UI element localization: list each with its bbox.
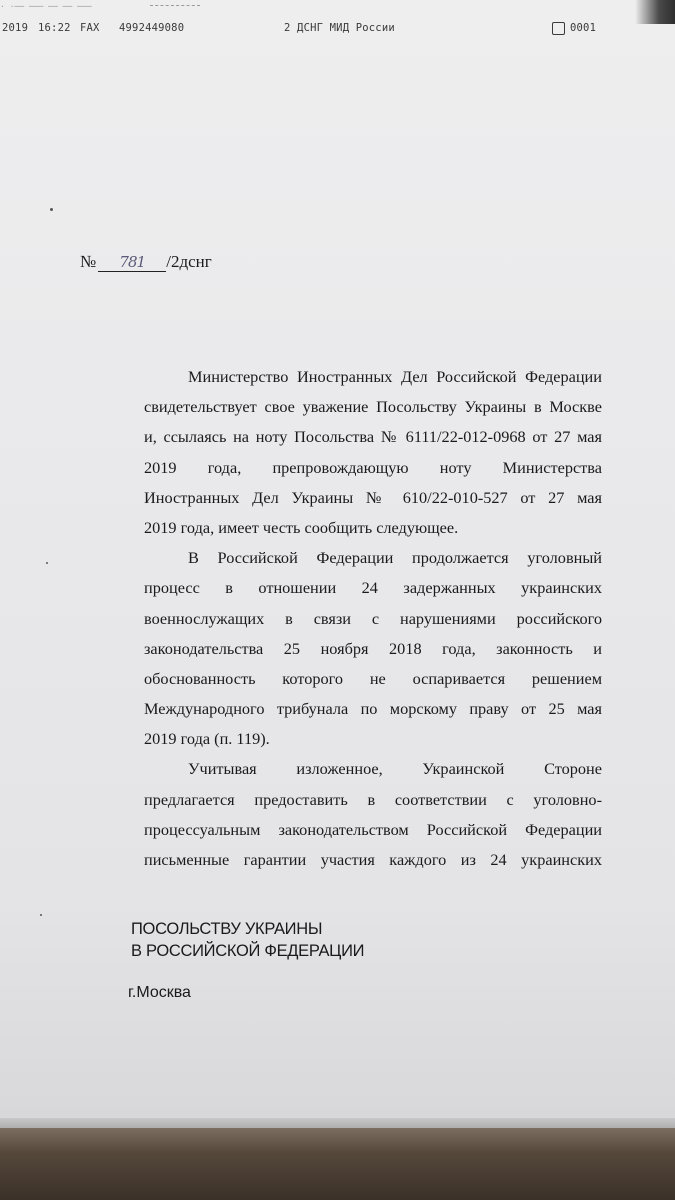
- body-line: процессуальным законодательством Российской Федерации: [144, 819, 602, 839]
- fax-page-number: 0001: [570, 22, 597, 34]
- handwritten-number: 781: [98, 253, 166, 272]
- paper-speck: [40, 914, 42, 916]
- fax-time: 16:22: [38, 22, 71, 34]
- body-line: обоснованность которого не оспаривается решением: [144, 668, 602, 688]
- fax-date: 2019: [2, 22, 29, 34]
- fax-label: FAX: [80, 22, 100, 34]
- number-suffix: /2дснг: [166, 252, 212, 271]
- paper-speck: [50, 208, 53, 211]
- body-line: 2019 года, препровождающую ноту Министерства: [144, 457, 602, 477]
- address-line-1: ПОСОЛЬСТВУ УКРАИНЫ: [131, 920, 323, 938]
- body-line: Учитывая изложенное, Украинской Стороне: [188, 759, 602, 779]
- recipient-city: г.Москва: [128, 984, 191, 1001]
- body-line: процесс в отношении 24 задержанных украинских: [144, 578, 602, 598]
- body-line: предлагается предоставить в соответствии с уголовно-: [144, 789, 602, 809]
- body-line: В Российской Федерации продолжается уголовный: [188, 548, 602, 568]
- body-line: Международного трибунала по морскому праву от 25 мая: [144, 699, 602, 719]
- body-line: военнослужащих в связи с нарушениями российского: [144, 608, 602, 628]
- body-line: 2019 года, имеет честь сообщить следующее.: [144, 517, 459, 537]
- fax-page-icon: [552, 22, 565, 35]
- body-line: 2019 года (п. 119).: [144, 729, 270, 749]
- table-shadow: [635, 0, 675, 24]
- fax-number: 4992449080: [119, 22, 185, 34]
- address-line-2: В РОССИЙСКОЙ ФЕДЕРАЦИИ: [131, 942, 365, 960]
- recipient-address: [131, 918, 364, 962]
- body-line: законодательства 25 ноября 2018 года, законность и: [144, 638, 602, 658]
- body-line: свидетельствует свое уважение Посольству Украины в Москве: [144, 397, 602, 417]
- body-line: Министерство Иностранных Дел Российской Федерации: [188, 367, 602, 386]
- body-line: письменные гарантии участия каждого из 24 украинских: [144, 850, 602, 869]
- note-body: [144, 362, 602, 875]
- body-line: и, ссылаясь на ноту Посольства № 6111/22-012-0968 от 27 мая: [144, 427, 602, 447]
- fax-faint-header: · ·── ─── ── ── ───: [0, 2, 92, 11]
- number-prefix: №: [80, 252, 97, 271]
- document-number: [80, 252, 212, 272]
- table-surface: [0, 1128, 675, 1200]
- body-line: Иностранных Дел Украины № 610/22-010-527 от 27 мая: [144, 487, 602, 507]
- fax-faint-rule: [150, 5, 200, 7]
- paper-speck: [46, 562, 48, 564]
- fax-department: 2 ДСНГ МИД России: [284, 22, 395, 34]
- fax-header: [0, 22, 675, 40]
